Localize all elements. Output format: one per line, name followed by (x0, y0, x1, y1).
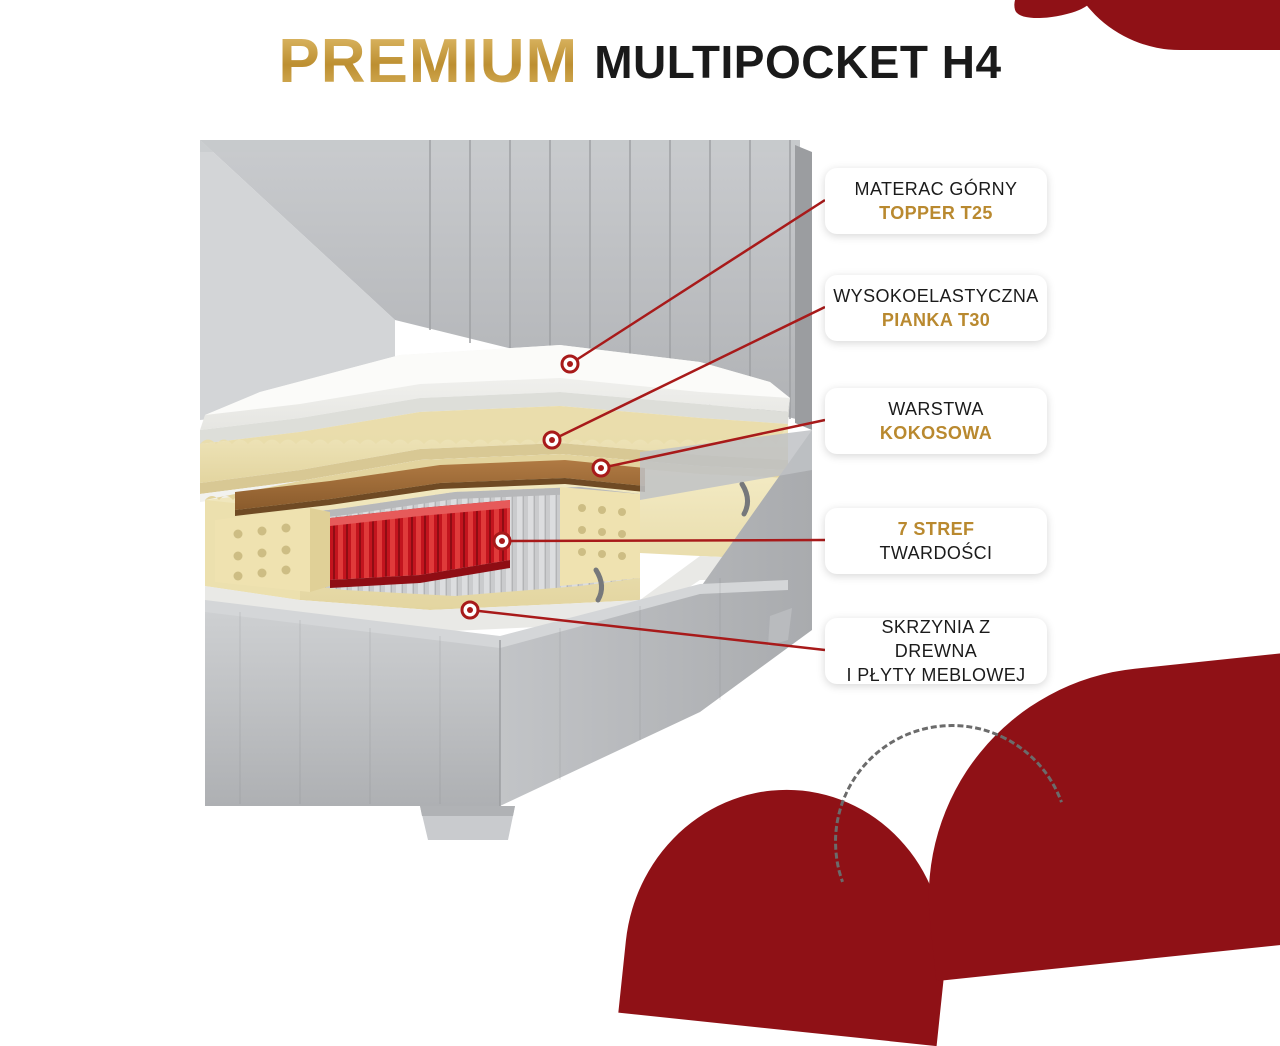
foam-block-left (215, 508, 330, 592)
title-secondary: MULTIPOCKET H4 (594, 35, 1002, 88)
callout-foam (825, 275, 1047, 341)
callout-coconut-line1: WARSTWA (888, 399, 984, 419)
callout-coconut (825, 388, 1047, 454)
callout-foam-line1: WYSOKOELASTYCZNA (833, 286, 1039, 306)
callout-topper-line2: TOPPER T25 (879, 203, 993, 223)
callout-box-line2: I PŁYTY MEBLOWEJ (846, 665, 1026, 685)
callout-zones-line1: 7 STREF (897, 519, 975, 539)
title-primary: PREMIUM (278, 27, 579, 96)
callout-coconut-line2: KOKOSOWA (879, 423, 993, 443)
callout-box (825, 618, 1047, 684)
callout-zones (825, 508, 1047, 574)
callout-foam-line2: PIANKA T30 (881, 310, 991, 330)
foam-block-right (560, 487, 640, 586)
callout-topper (825, 168, 1047, 234)
callout-box-line1: SKRZYNIA Z DREWNA (881, 617, 991, 661)
callout-topper-line1: MATERAC GÓRNY (854, 179, 1018, 199)
callout-zones-line2: TWARDOŚCI (879, 543, 993, 563)
